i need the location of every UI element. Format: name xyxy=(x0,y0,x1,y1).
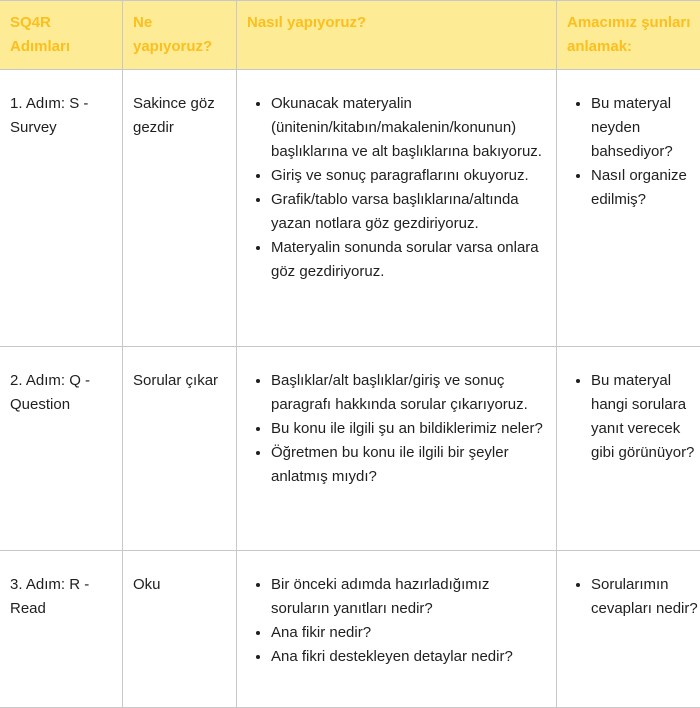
list-item: • Öğretmen bu konu ile ilgili bir şeyler anlatmış mıydı? xyxy=(271,441,547,489)
header-what: Ne yapıyoruz? xyxy=(123,1,237,70)
list-item: • Bir önceki adımda hazırladığımız soruların yanıtları nedir? xyxy=(271,573,547,621)
how-list xyxy=(247,573,547,669)
goal-cell xyxy=(557,347,700,551)
how-cell xyxy=(237,347,557,551)
table-row xyxy=(0,551,700,708)
list-item: • Bu konu ile ilgili şu an bildiklerimiz neler? xyxy=(271,417,547,441)
goal-list xyxy=(567,92,700,212)
list-item: • Okunacak materyalin (ünitenin/kitabın/makalenin/konunun) başlıklarına ve alt başlıklarına bakıyoruz. xyxy=(271,92,547,164)
list-item: • Giriş ve sonuç paragraflarını okuyoruz. xyxy=(271,164,547,188)
action-cell: Oku xyxy=(123,551,237,708)
goal-list xyxy=(567,369,700,465)
list-item: • Nasıl organize edilmiş? xyxy=(591,164,700,212)
action-cell: Sorular çıkar xyxy=(123,347,237,551)
goal-list xyxy=(567,573,700,621)
how-cell xyxy=(237,70,557,347)
header-how: Nasıl yapıyoruz? xyxy=(237,1,557,70)
list-item: • Ana fikir nedir? xyxy=(271,621,547,645)
step-cell: 1. Adım: S - Survey xyxy=(0,70,123,347)
list-item: • Grafik/tablo varsa başlıklarına/altında yazan notlara göz gezdiriyoruz. xyxy=(271,188,547,236)
list-item: • Bu materyal hangi sorulara yanıt verecek gibi görünüyor? xyxy=(591,369,700,465)
how-list xyxy=(247,369,547,489)
goal-cell xyxy=(557,551,700,708)
list-item: • Başlıklar/alt başlıklar/giriş ve sonuç paragrafı hakkında sorular çıkarıyoruz. xyxy=(271,369,547,417)
table-row xyxy=(0,70,700,347)
list-item: • Materyalin sonunda sorular varsa onlara göz gezdiriyoruz. xyxy=(271,236,547,284)
table-row xyxy=(0,347,700,551)
step-cell: 3. Adım: R - Read xyxy=(0,551,123,708)
list-item: • Sorularımın cevapları nedir? xyxy=(591,573,700,621)
step-cell: 2. Adım: Q - Question xyxy=(0,347,123,551)
how-list xyxy=(247,92,547,284)
header-goal: Amacımız şunları anlamak: xyxy=(557,1,700,70)
how-cell xyxy=(237,551,557,708)
header-steps: SQ4R Adımları xyxy=(0,1,123,70)
goal-cell xyxy=(557,70,700,347)
list-item: • Bu materyal neyden bahsediyor? xyxy=(591,92,700,164)
list-item: • Ana fikri destekleyen detaylar nedir? xyxy=(271,645,547,669)
header-row xyxy=(0,1,700,70)
action-cell: Sakince göz gezdir xyxy=(123,70,237,347)
